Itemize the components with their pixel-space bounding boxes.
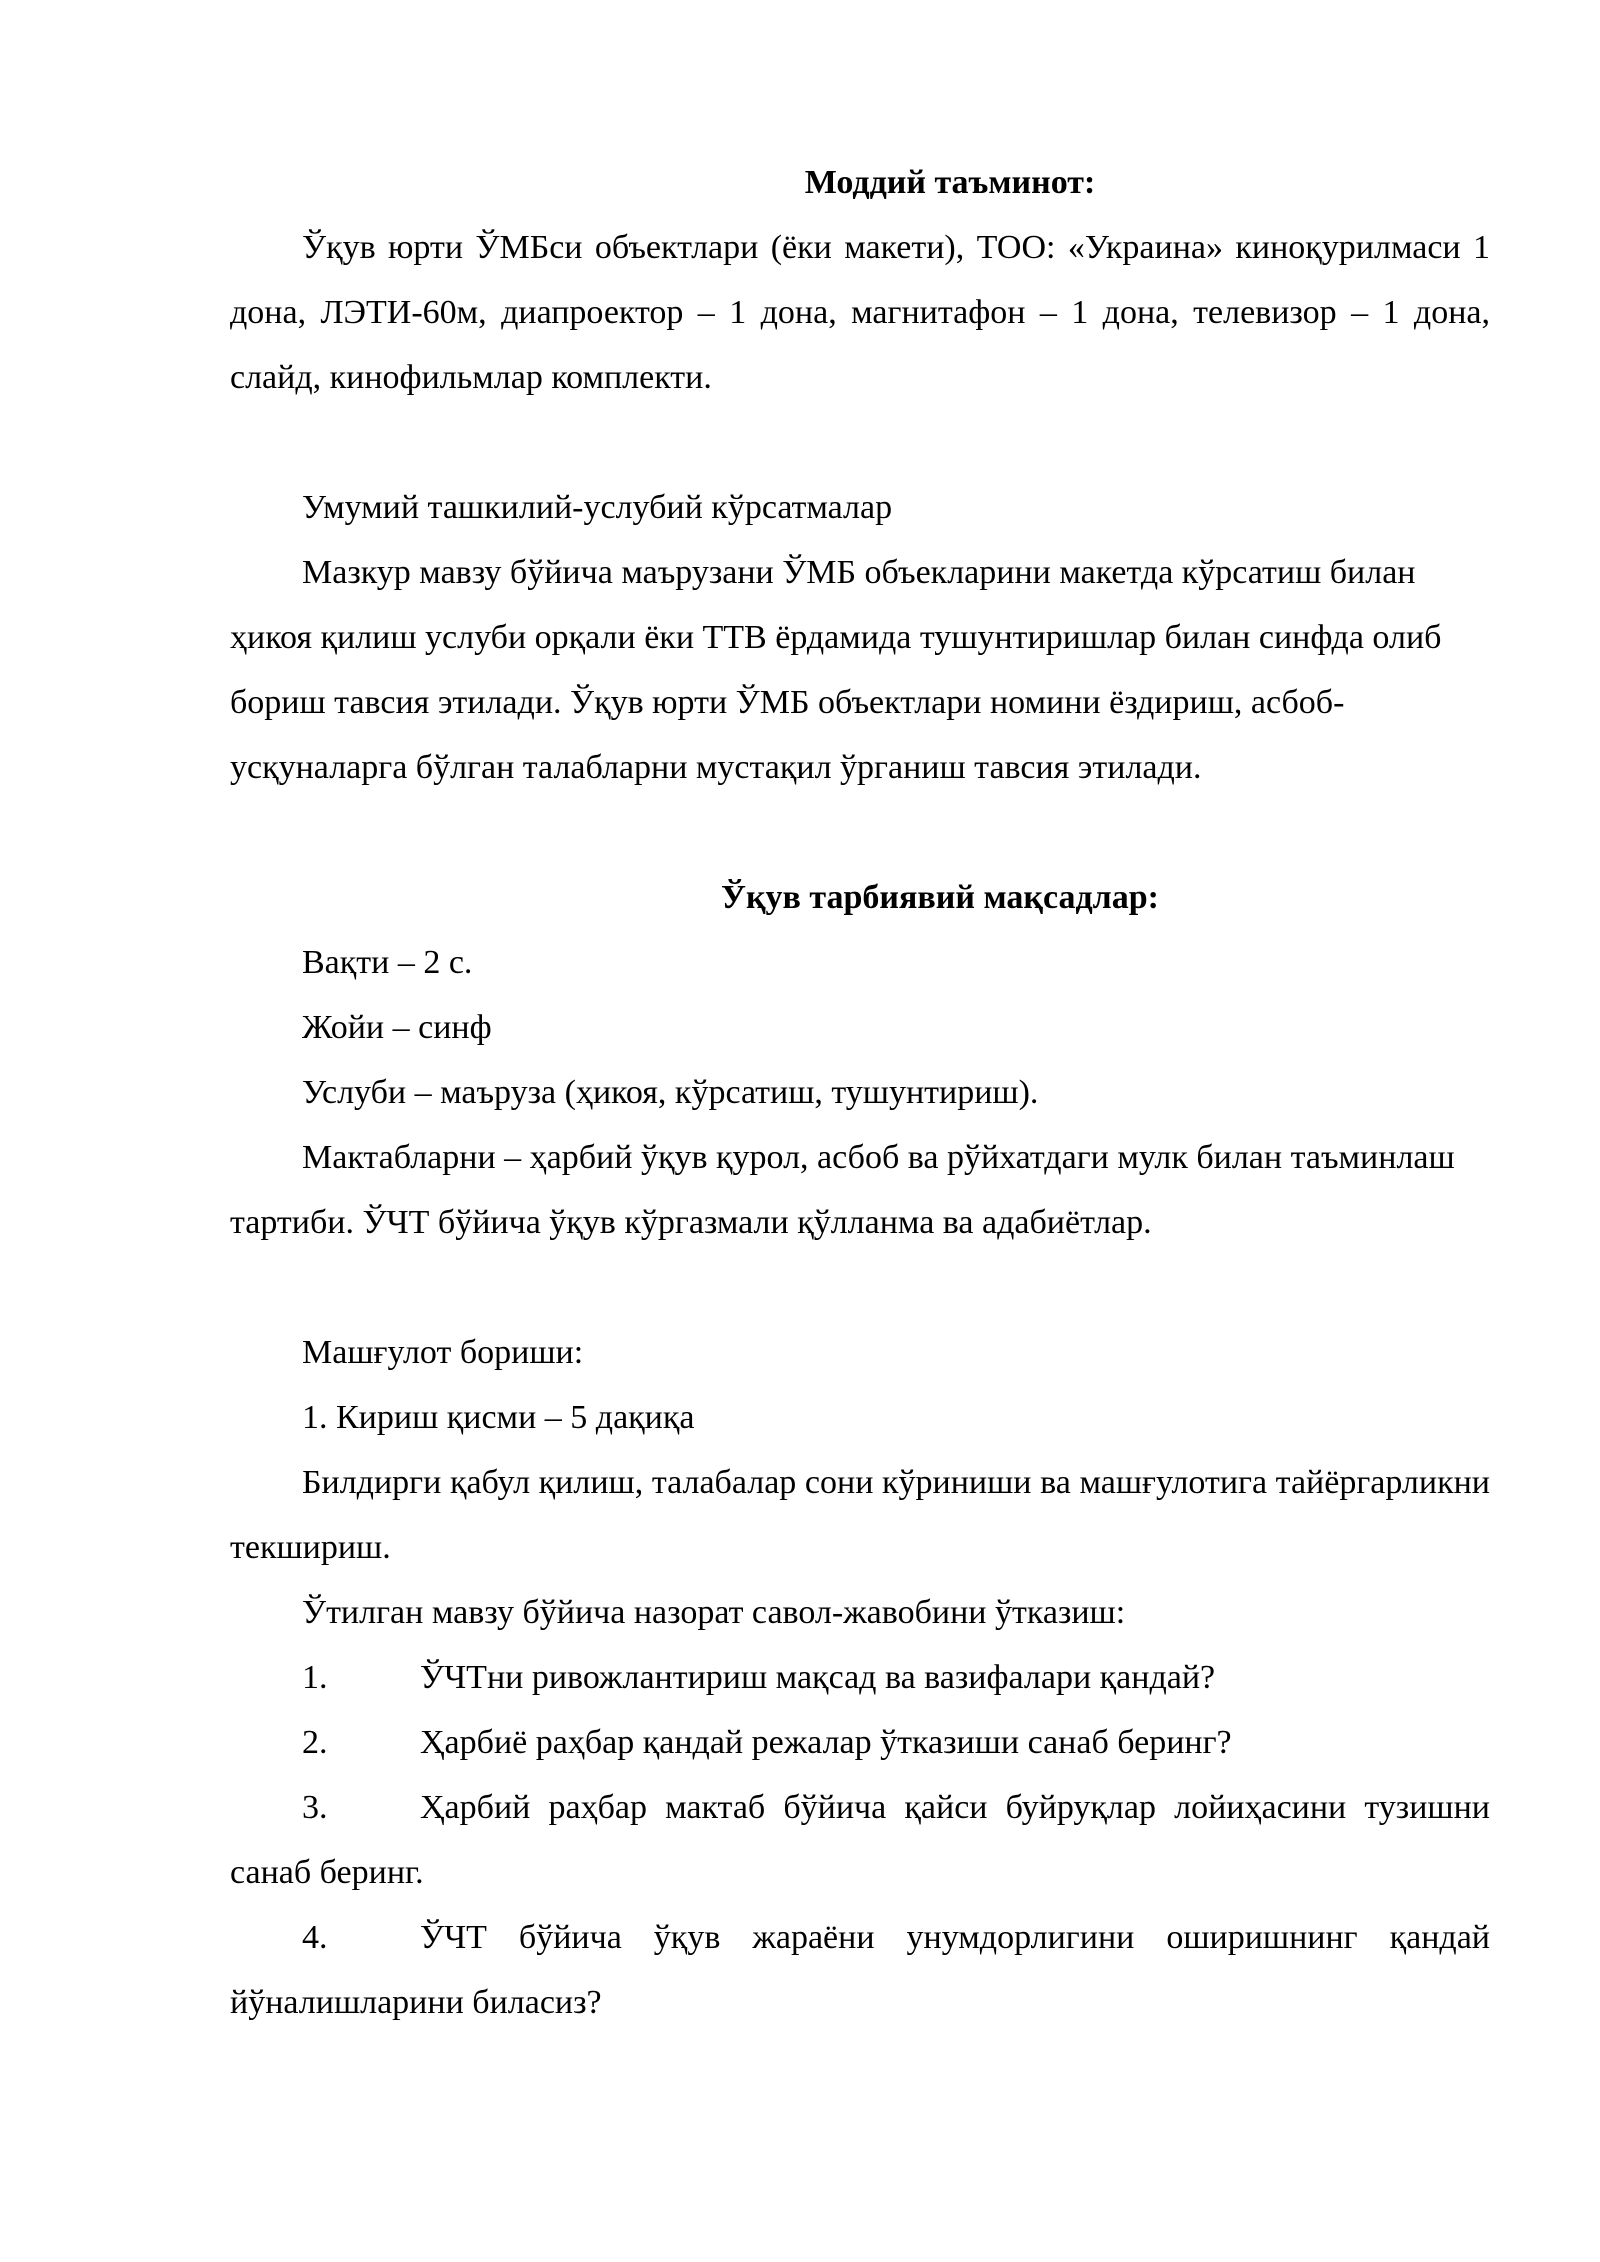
control-title: Ўтилган мавзу бўйича назорат савол-жавобини ўтказиш: (302, 1594, 1126, 1631)
intro-part: 1. Кириш қисми – 5 дақиқа (302, 1399, 695, 1436)
method-line: Услуби – маъруза (ҳикоя, кўрсатиш, тушунтириш). (302, 1074, 1039, 1111)
question-text: ЎЧТ бўйича ўқув жараёни унумдорлигини оширишнинг қандай йўналишларини биласиз? (230, 1919, 1490, 2021)
material-paragraph: Ўқув юрти ЎМБси объектлари (ёки макети), ТОО: «Украина» киноқурилмаси 1 дона, ЛЭТИ-60м, диапроектор – 1 дона, магнитафон – 1 дона, телевизор – 1 дона, слайд, кинофильмлар комплекти. (230, 229, 1490, 396)
question-item-4 (230, 1905, 1490, 2035)
question-item-1 (230, 1645, 1490, 1710)
question-number: 4. (302, 1919, 328, 1956)
question-number: 1. (302, 1659, 328, 1696)
time-line: Вақти – 2 с. (302, 944, 473, 981)
question-number: 2. (302, 1724, 328, 1761)
general-paragraph: Мазкур мавзу бўйича маърузани ЎМБ объекларини макетда кўрсатиш билан ҳикоя қилиш услуби орқали ёки ТТВ ёрдамида тушунтиришлар билан синфда олиб бориш тавсия этилади. Ўқув юрти ЎМБ объектлари номини ёздириш, асбоб-усқуналарга бўлган талабларни мустақил ўрганиш тавсия этилади. (230, 554, 1442, 786)
general-title: Умумий ташкилий-услубий кўрсатмалар (302, 489, 893, 526)
question-text: Ҳарбиё раҳбар қандай режалар ўтказиши санаб беринг? (420, 1724, 1232, 1761)
spacer (230, 410, 1490, 475)
question-number: 3. (302, 1789, 328, 1826)
document-page (230, 150, 1490, 2035)
spacer (230, 1255, 1490, 1320)
supply-paragraph: Мактабларни – ҳарбий ўқув қурол, асбоб ва рўйхатдаги мулк билан таъминлаш тартиби. ЎЧТ бўйича ўқув кўргазмали қўлланма ва адабиётлар. (230, 1139, 1455, 1241)
question-text: ЎЧТни ривожлантириш мақсад ва вазифалари қандай? (420, 1659, 1216, 1696)
lesson-title: Машғулот бориши: (302, 1334, 584, 1371)
intro-paragraph: Билдирги қабул қилиш, талабалар сони кўриниши ва машғулотига тайёргарликни текшириш. (230, 1464, 1490, 1566)
question-item-3 (230, 1775, 1490, 1905)
spacer (230, 800, 1490, 865)
heading-material: Моддий таъминот: (804, 164, 1096, 201)
question-text: Ҳарбий раҳбар мактаб бўйича қайси буйруқлар лойиҳасини тузишни санаб беринг. (230, 1789, 1490, 1891)
heading-goals: Ўқув тарбиявий мақсадлар: (721, 879, 1159, 916)
place-line: Жойи – синф (302, 1009, 492, 1046)
question-item-2 (230, 1710, 1490, 1775)
